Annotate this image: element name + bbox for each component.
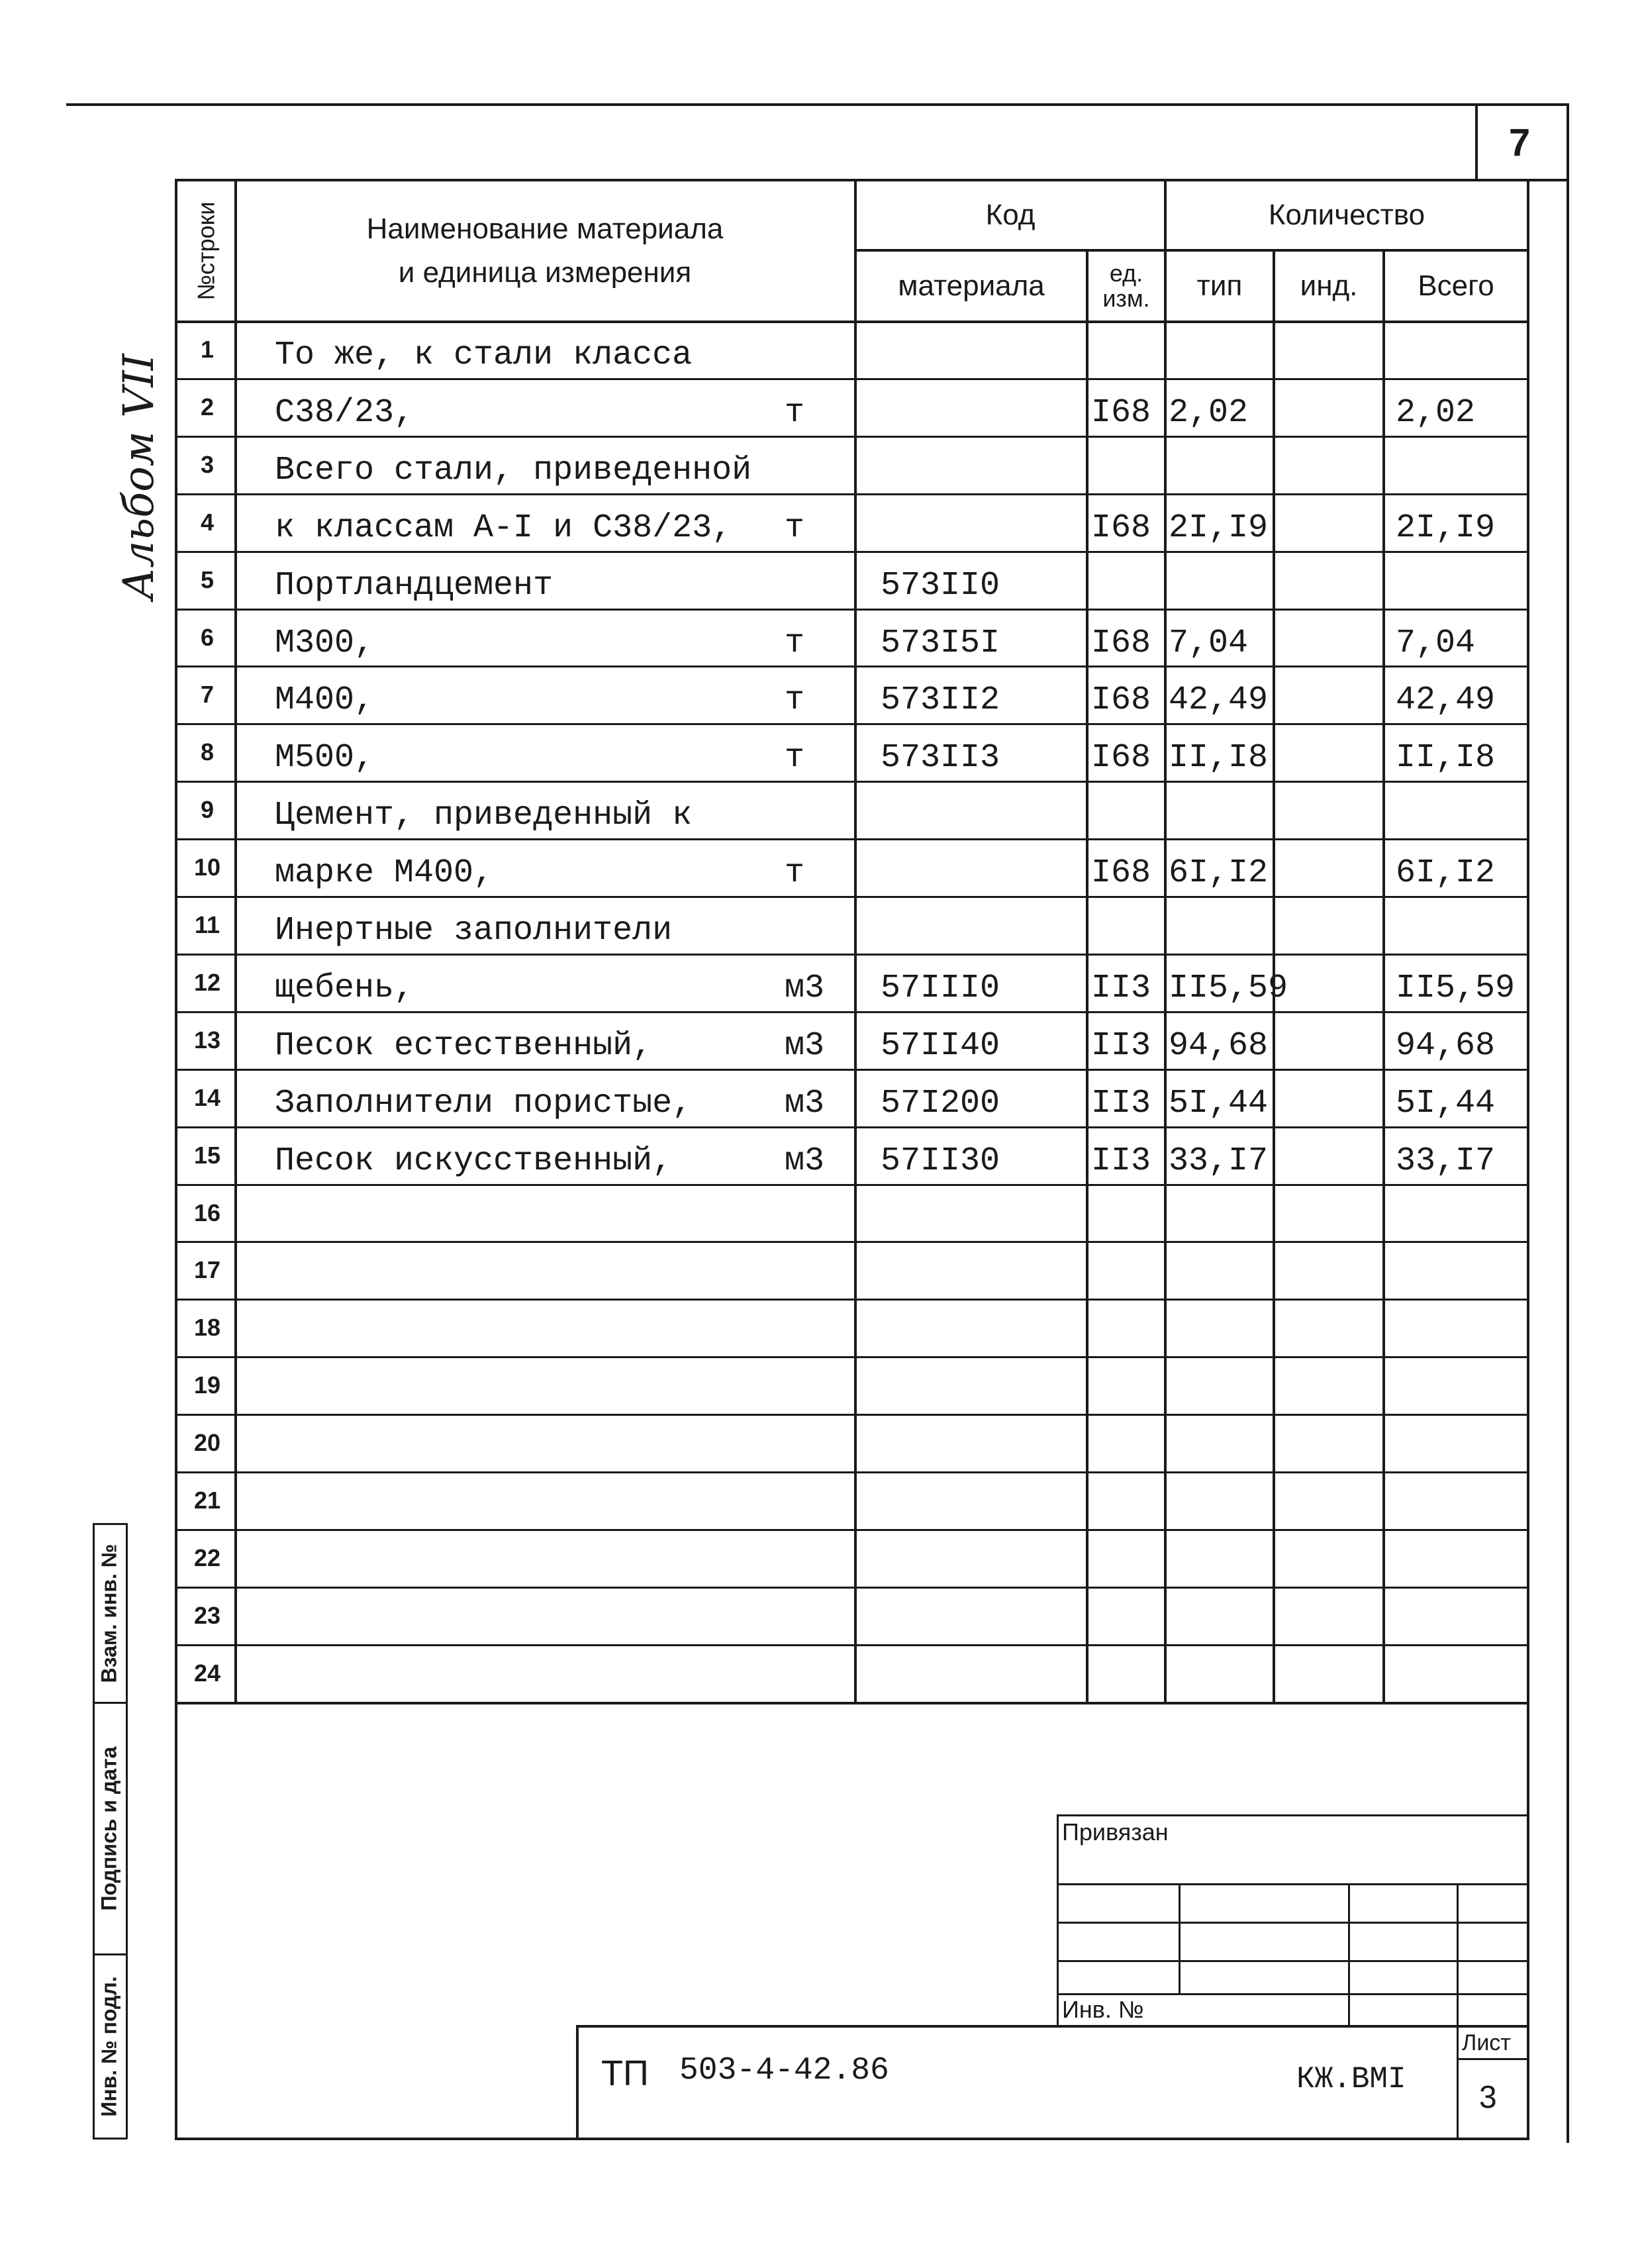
row-number: 8 [200, 738, 215, 765]
stamp-vdiv-3 [1457, 1883, 1459, 2138]
header-name-line1: Наименование материала [366, 213, 724, 245]
col-div-code [1086, 250, 1088, 1703]
row-qty-type: 5I,44 [1169, 1085, 1269, 1122]
stamp-main-top [576, 2025, 1529, 2028]
row-qty-total: 2I,I9 [1396, 509, 1496, 547]
row-name: Заполнители пористые, [275, 1085, 693, 1122]
row-name: М300, [275, 624, 375, 662]
row-name: С38/23, [275, 394, 414, 432]
row-number: 22 [193, 1544, 221, 1571]
row-name: Инертные заполнители [275, 912, 673, 950]
page-number: 7 [1508, 121, 1531, 164]
row-qty-total: II5,59 [1396, 969, 1516, 1007]
row-code: 57III0 [881, 969, 1000, 1007]
header-qty-total: Всего [1418, 270, 1494, 302]
row-name: М500, [275, 739, 375, 777]
row-number: 19 [193, 1371, 221, 1399]
row-divider [175, 609, 1529, 611]
row-name: Цемент, приведенный к [275, 797, 693, 834]
stamp-main-left [576, 2025, 579, 2139]
row-number: 14 [193, 1083, 221, 1111]
stamp-doc-number: 503-4-42.86 [679, 2053, 889, 2089]
row-divider [175, 1414, 1529, 1416]
row-divider [175, 1184, 1529, 1186]
row-qty-total: 2,02 [1396, 394, 1476, 432]
row-code: 573II2 [881, 681, 1000, 719]
row-divider [175, 1241, 1529, 1243]
row-code: 57II40 [881, 1027, 1000, 1065]
header-name-line2: и единица измерения [398, 256, 692, 289]
row-name: щебень, [275, 969, 414, 1007]
row-code: 573II0 [881, 567, 1000, 605]
row-number: 24 [193, 1659, 221, 1687]
header-code-group: Код [985, 199, 1036, 231]
row-unit: м3 [785, 1027, 825, 1065]
row-name: Песок искусственный, [275, 1142, 673, 1180]
stamp-privyazan: Привязан [1062, 1818, 1169, 1846]
header-qty-group: Количество [1268, 199, 1425, 231]
row-divider [175, 1471, 1529, 1473]
row-unit-code: II3 [1091, 969, 1151, 1007]
row-unit: м3 [785, 969, 825, 1007]
row-number: 2 [200, 393, 215, 420]
header-qty-type: тип [1196, 270, 1243, 302]
row-name: к классам А-I и С38/23, [275, 509, 732, 547]
side-podpis-data: Подпись и дата [97, 1746, 121, 1910]
stamp-list-div [1457, 2058, 1528, 2060]
row-divider [175, 1587, 1529, 1589]
stamp-inv-no: Инв. № [1062, 1996, 1144, 2023]
row-qty-type: II,I8 [1169, 739, 1269, 777]
row-unit: м3 [785, 1142, 825, 1180]
row-number: 12 [193, 968, 221, 996]
row-unit-code: I68 [1091, 624, 1151, 662]
row-name: То же, к стали класса [275, 336, 693, 374]
row-unit: т [785, 854, 805, 892]
row-number: 9 [200, 795, 215, 823]
row-unit-code: I68 [1091, 509, 1151, 547]
stamp-sheet-code: КЖ.ВМI [1296, 2062, 1406, 2096]
row-qty-total: 33,I7 [1396, 1142, 1496, 1180]
row-unit-code: I68 [1091, 681, 1151, 719]
row-unit-code: II3 [1091, 1142, 1151, 1180]
row-code: 573II3 [881, 739, 1000, 777]
row-qty-total: 6I,I2 [1396, 854, 1496, 892]
frame-bottom [175, 2138, 1529, 2140]
row-qty-type: 2I,I9 [1169, 509, 1269, 547]
row-number: 10 [193, 853, 221, 881]
row-qty-type: 6I,I2 [1169, 854, 1269, 892]
row-qty-total: II,I8 [1396, 739, 1496, 777]
row-number: 7 [200, 680, 215, 708]
album-label: Альбом VII [115, 354, 164, 600]
row-unit-code: I68 [1091, 394, 1151, 432]
row-qty-type: II5,59 [1169, 969, 1288, 1007]
row-number: 3 [200, 450, 215, 478]
stamp-privyazan-top [1057, 1814, 1528, 1816]
row-unit-code: II3 [1091, 1085, 1151, 1122]
row-qty-total: 7,04 [1396, 624, 1476, 662]
row-number: 15 [193, 1141, 221, 1169]
col-div-ind [1382, 250, 1385, 1703]
row-divider [175, 1644, 1529, 1646]
header-code-material: материала [898, 270, 1045, 302]
header-row-no: №строки [192, 201, 220, 301]
col-div-name [854, 179, 857, 1703]
row-name: Портландцемент [275, 567, 554, 605]
row-unit: т [785, 509, 805, 547]
row-number: 23 [193, 1601, 221, 1629]
row-qty-total: 42,49 [1396, 681, 1496, 719]
side-strip-mid [126, 1523, 128, 2139]
side-strip-bottom [93, 2138, 127, 2140]
col-div-ed [1164, 179, 1167, 1703]
row-number: 16 [193, 1199, 221, 1226]
header-name [237, 181, 853, 320]
row-divider [175, 1299, 1529, 1301]
row-number: 1 [200, 335, 215, 363]
row-name: Песок естественный, [275, 1027, 653, 1065]
row-unit: т [785, 394, 805, 432]
row-unit: т [785, 681, 805, 719]
stamp-vdiv-1 [1179, 1883, 1181, 1993]
row-divider [175, 723, 1529, 725]
row-qty-type: 42,49 [1169, 681, 1269, 719]
row-divider [175, 1529, 1529, 1531]
row-number: 13 [193, 1026, 221, 1054]
row-code: 57II30 [881, 1142, 1000, 1180]
row-name: М400, [275, 681, 375, 719]
row-unit: м3 [785, 1085, 825, 1122]
stamp-tp: ТП [601, 2053, 649, 2093]
row-number: 17 [193, 1256, 221, 1283]
stamp-vdiv-2 [1348, 1883, 1350, 2026]
row-unit-code: I68 [1091, 739, 1151, 777]
row-qty-type: 33,I7 [1169, 1142, 1269, 1180]
row-divider [175, 1356, 1529, 1358]
row-name: Всего стали, приведенной [275, 452, 752, 489]
row-number: 6 [200, 623, 215, 651]
row-unit: т [785, 624, 805, 662]
side-inv-podl: Инв. № подл. [97, 1975, 121, 2117]
row-number: 4 [200, 508, 215, 536]
row-number: 20 [193, 1428, 221, 1456]
row-qty-type: 94,68 [1169, 1027, 1269, 1065]
row-code: 57I200 [881, 1085, 1000, 1122]
row-unit-code: I68 [1091, 854, 1151, 892]
stamp-list-label: Лист [1462, 2030, 1511, 2055]
row-qty-total: 5I,44 [1396, 1085, 1496, 1122]
row-qty-total: 94,68 [1396, 1027, 1496, 1065]
header-qty-ind: инд. [1300, 270, 1358, 302]
row-code: 573I5I [881, 624, 1000, 662]
row-name: марке М400, [275, 854, 494, 892]
stamp-list-value: 3 [1479, 2080, 1497, 2115]
page-right-border [1567, 103, 1569, 2143]
frame-right [1527, 179, 1529, 2140]
row-divider [175, 666, 1529, 667]
row-qty-type: 2,02 [1169, 394, 1249, 432]
row-qty-type: 7,04 [1169, 624, 1249, 662]
row-number: 18 [193, 1313, 221, 1341]
row-number: 5 [200, 566, 215, 593]
top-rule [66, 103, 1569, 106]
row-unit: т [785, 739, 805, 777]
row-number: 21 [193, 1486, 221, 1514]
row-unit-code: II3 [1091, 1027, 1151, 1065]
row-number: 11 [194, 911, 220, 938]
table-bottom [175, 1702, 1529, 1704]
side-vzam-inv: Взам. инв. № [97, 1544, 121, 1683]
header-code-unit: ед. изм. [1102, 260, 1150, 312]
